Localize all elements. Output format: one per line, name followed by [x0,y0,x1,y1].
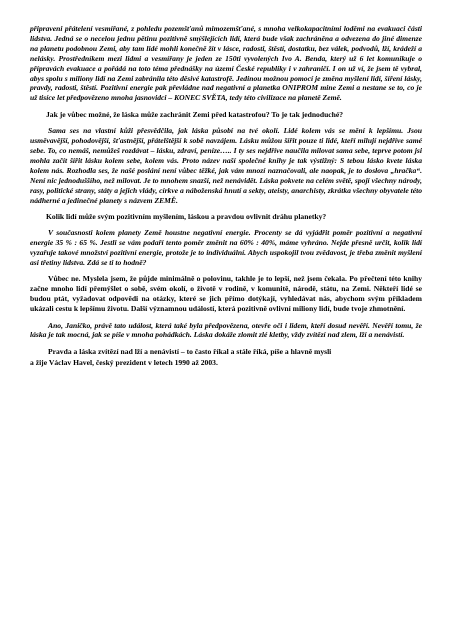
question-how-many-people: Kolik lidí může svým pozitivním myšlením, láskou a pravdou ovlivnit dráhu planetky? [46,211,327,221]
paragraph-energy-ratio: V současnosti kolem planety Země houstne negativní energie. Procenty se dá vyjádřit poměr pozitivní a negativní energie 35 % : 65 %. Jestli se vám podaří tento poměr změnit na 60% : 40%, máme vyhráno. Nejde přesně určit, kolik lidí vyzařuje takové množství pozitivní energie, protože je to individuální. Abych uspokojil tvou zvědavost, je třeba změnit myšlení asi třetiny lidstva. Zdá se ti to hodně? [30,228,422,268]
document-page [30,24,422,374]
paragraph-evacuation: připraveni přátelení vesmířané, z pohledu pozemšťanů mimozemšťané, s mnoha velkokapacitními loděmi na evakuaci části lidstva. Jedná se o necelou jednu pětinu pozitivně smýšlejících lidí, která bude však zachráněna a odvezena do jiné dimenze na planetu podobnou Zemi, aby tam lidé mohli konečně žít v lásce, radosti, štěstí, dostatku, bez válek, podvodů, lží, krádeží a nelásky. Prostředníkem mezi lidmi a vesmířany je jeden ze 150ti vyvolených Ivo A. Benda, který už 6 let komunikuje o přípravách evakuace a pořádá na toto téma přednášky na území České republiky i v zahraničí. I on už ví, že jsem tě vybral, abys spolu s miliony lidí na Zemi zabránila této děsivé katastrofě. Jedinou možnou pomocí je změna myšlení lidí, šíření lásky, pravdy, radosti, štěstí. Pozitivní energie pak převládne nad negativní a planetka ONIPROM mine Zemi a nestane se to, co je už tisíce let předpovězeno mnoha jasnovidci – KONEC SVĚTA, tedy této civilizace na planetě Země. [30,24,422,103]
paragraph-havel-attribution: a žije Václav Havel, český prezident v letech 1990 až 2003. [30,357,218,367]
question-love-saves-earth: Jak je vůbec možné, že láska může zachránit Zemi před katastrofou? To je tak jednoduché? [46,109,344,119]
paragraph-havel-quote: Pravda a láska zvítězí nad lží a nenávistí – to často říkal a stále říká, píše a hlavně mysli [48,346,332,356]
paragraph-response: Vůbec ne. Myslela jsem, že půjde minimálně o polovinu, takhle je to lepší, než jsem čekala. Po přečtení této knihy začne mnoho lidí přemýšlet o sobě, svém okolí, o životě v rodině, v komunitě, národě, státu, na Zemi. Někteří lidé se budou ptát, vyžadovat odpovědi na otázky, které se jich přímo dotýkají, vyhledávat nás, abychom svým příkladem ukázali cestu k lepšímu životu. Další významnou událostí, která pozitivně ovlivní miliony lidí, bude tvoje zhmotnění. [30,274,422,314]
paragraph-materialization: Ano, Janičko, právě tato událost, která také byla předpovězena, otevře oči i lidem, kteří dosud nevěří. Nevěří tomu, že láska je tak mocná, jak se píše v mnoha pohádkách. Láska dokáže zlomit zlé kletby, vždy zvítězí nad zlem, lží a nenávistí. [30,320,422,340]
paragraph-love-spreads: Sama ses na vlastní kůži přesvědčila, jak láska působí na tvé okolí. Lidé kolem vás se mění k lepšímu. Jsou usměvavější, pohodovější, šťastnější, přátelštější k sobě navzájem. Lásku můžou šířit pouze ti lidé, kteří milují nejdříve samé sebe. To, co nemáš, nemůžeš rozdávat – lásku, zdraví, peníze….. I ty ses nejdříve naučila milovat sama sebe, teprve potom jsi mohla začít šířit lásku kolem sebe, kolem vás. Proto název naší společné knihy je tak výstižný: S tebou lásko kvete láska kolem nás. Rozhodla ses, že našé poslání není vůbec těžké, jak vám mnozí naznačovali, ale naopak, je to dosłova „hračka“. Není nic jednoduššího, než milovat. Je to mnohem snazší, než nenávidět. Láska pokvete na celém světě, spojí všechny národy, rasy, politické strany, státy a jejich vlády, církve a náboženská hnutí a sekty, ateisty, anarchisty, zkrátka všechny obyvatele této nádherné a jedinečné planety s názvem ZEMĚ. [30,126,422,205]
